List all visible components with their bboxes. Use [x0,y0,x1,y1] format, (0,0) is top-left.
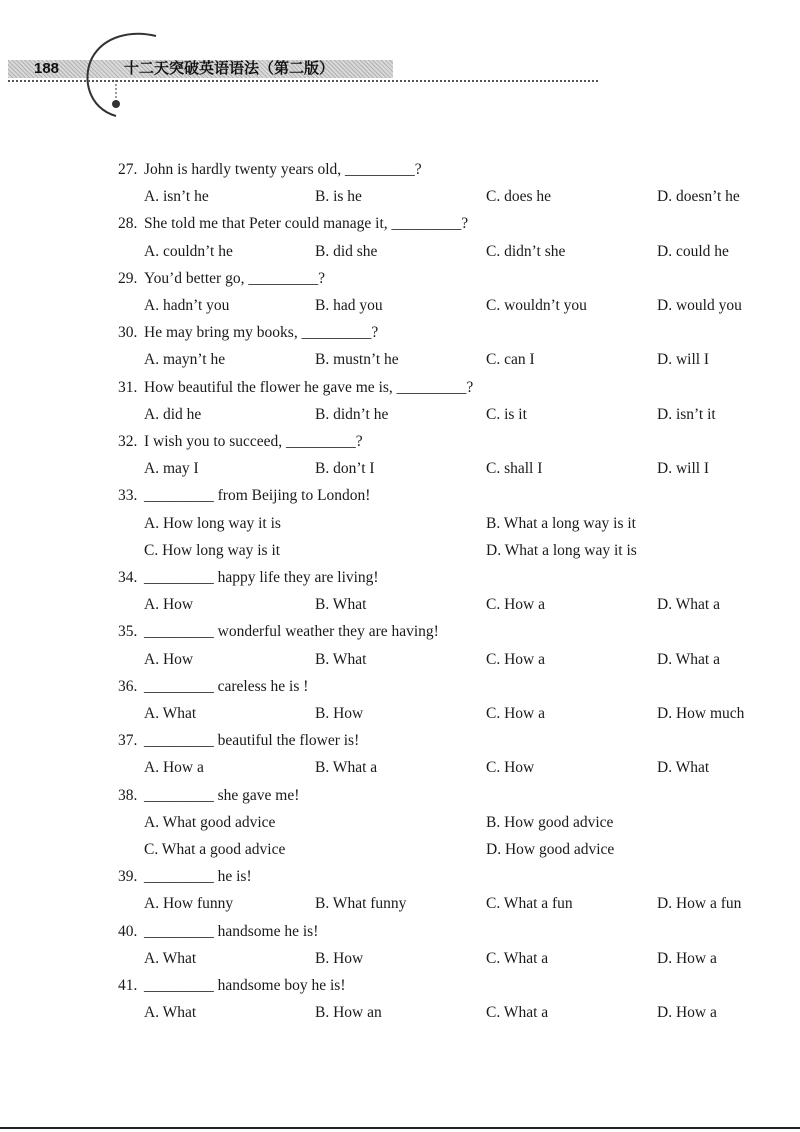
option-a: A. mayn’t he [144,351,226,369]
question-stem: He may bring my books, _________? [144,324,379,342]
option-a: A. may I [144,460,199,478]
option-d: D. How a [657,949,717,967]
option-b: B. is he [315,188,362,206]
option-d: D. will I [657,351,710,369]
option-c: C. What a fun [486,895,573,913]
option-b: B. How good advice [486,813,614,831]
question-stem: _________ handsome boy he is! [144,977,346,994]
question-number: 39. [118,868,138,886]
option-b: B. don’t I [315,460,375,478]
option-a: A. What good advice [144,813,276,831]
option-c: C. does he [486,188,552,206]
question-number: 33. [118,487,138,505]
option-c: C. is it [486,405,527,423]
option-c: C. How a [486,596,545,614]
option-a: A. What [144,949,197,967]
page-number: 188 [34,60,60,77]
question-stem: I wish you to succeed, _________? [144,433,363,450]
option-b: B. What [315,650,367,668]
question-number: 27. [118,161,138,178]
option-a: A. How long way it is [144,514,281,532]
question-stem: _________ wonderful weather they are having! [144,623,439,641]
option-d: D. How a fun [657,895,742,913]
option-c: C. How a [486,705,545,722]
option-c: C. wouldn’t you [486,297,587,314]
option-d: D. What [657,759,710,777]
question-stem: How beautiful the flower he gave me is, _________? [144,378,474,396]
option-a: A. did he [144,405,202,423]
option-a: A. What [144,1004,197,1022]
question-stem: _________ careless he is ! [144,677,309,695]
question-number: 41. [118,977,138,994]
option-a: A. How [144,650,194,668]
question-number: 36. [118,677,138,695]
question-number: 30. [118,324,138,342]
question-number: 28. [118,215,138,233]
question-number: 40. [118,922,138,940]
option-b: B. What [315,596,367,614]
question-stem: _________ she gave me! [144,786,300,804]
question-stem: _________ from Beijing to London! [144,487,371,505]
option-d: D. isn’t it [657,405,716,423]
question-number: 37. [118,732,138,750]
question-stem: _________ beautiful the flower is! [144,732,360,750]
option-a: A. How funny [144,895,234,913]
option-b: B. How [315,949,364,967]
option-c: C. How a [486,650,545,668]
option-c: C. What a good advice [144,841,286,858]
book-title: 十二天突破英语语法（第二版） [124,61,335,77]
option-b: B. had you [315,297,383,314]
option-a: A. How a [144,759,204,777]
option-b: B. didn’t he [315,405,389,423]
option-d: D. could he [657,242,729,260]
option-a: A. How [144,596,194,614]
option-b: B. What a long way is it [486,514,636,532]
option-a: A. hadn’t you [144,297,230,314]
option-d: D. How good advice [486,841,615,858]
option-b: B. How an [315,1004,382,1022]
page-bottom-rule [0,1127,800,1129]
question-number: 29. [118,269,138,287]
option-c: C. How long way is it [144,541,281,559]
question-number: 38. [118,786,138,804]
option-c: C. What a [486,949,549,967]
option-d: D. What a long way it is [486,541,637,559]
option-c: C. didn’t she [486,242,566,260]
option-a: A. What [144,705,197,722]
question-stem: _________ happy life they are living! [144,569,379,586]
option-d: D. How a [657,1004,717,1022]
option-d: D. would you [657,297,742,314]
option-a: A. couldn’t he [144,242,233,260]
option-d: D. will I [657,460,710,478]
option-a: A. isn’t he [144,188,209,206]
question-stem: _________ handsome he is! [144,922,319,940]
option-d: D. doesn’t he [657,188,740,206]
option-b: B. What funny [315,895,407,913]
option-b: B. mustn’t he [315,351,399,369]
option-c: C. shall I [486,460,543,478]
option-b: B. did she [315,242,378,260]
question-number: 31. [118,378,138,396]
option-d: D. What a [657,596,720,614]
option-c: C. can I [486,351,535,369]
option-d: D. What a [657,650,720,668]
option-c: C. What a [486,1004,549,1022]
question-stem: John is hardly twenty years old, _________? [144,161,422,178]
question-number: 35. [118,623,138,641]
question-number: 32. [118,433,138,450]
question-number: 34. [118,569,138,586]
option-d: D. How much [657,705,745,722]
option-b: B. How [315,705,364,722]
question-stem: _________ he is! [144,868,252,886]
question-stem: She told me that Peter could manage it, _________? [144,215,469,233]
question-stem: You’d better go, _________? [144,269,325,287]
option-b: B. What a [315,759,378,777]
option-c: C. How [486,759,535,777]
